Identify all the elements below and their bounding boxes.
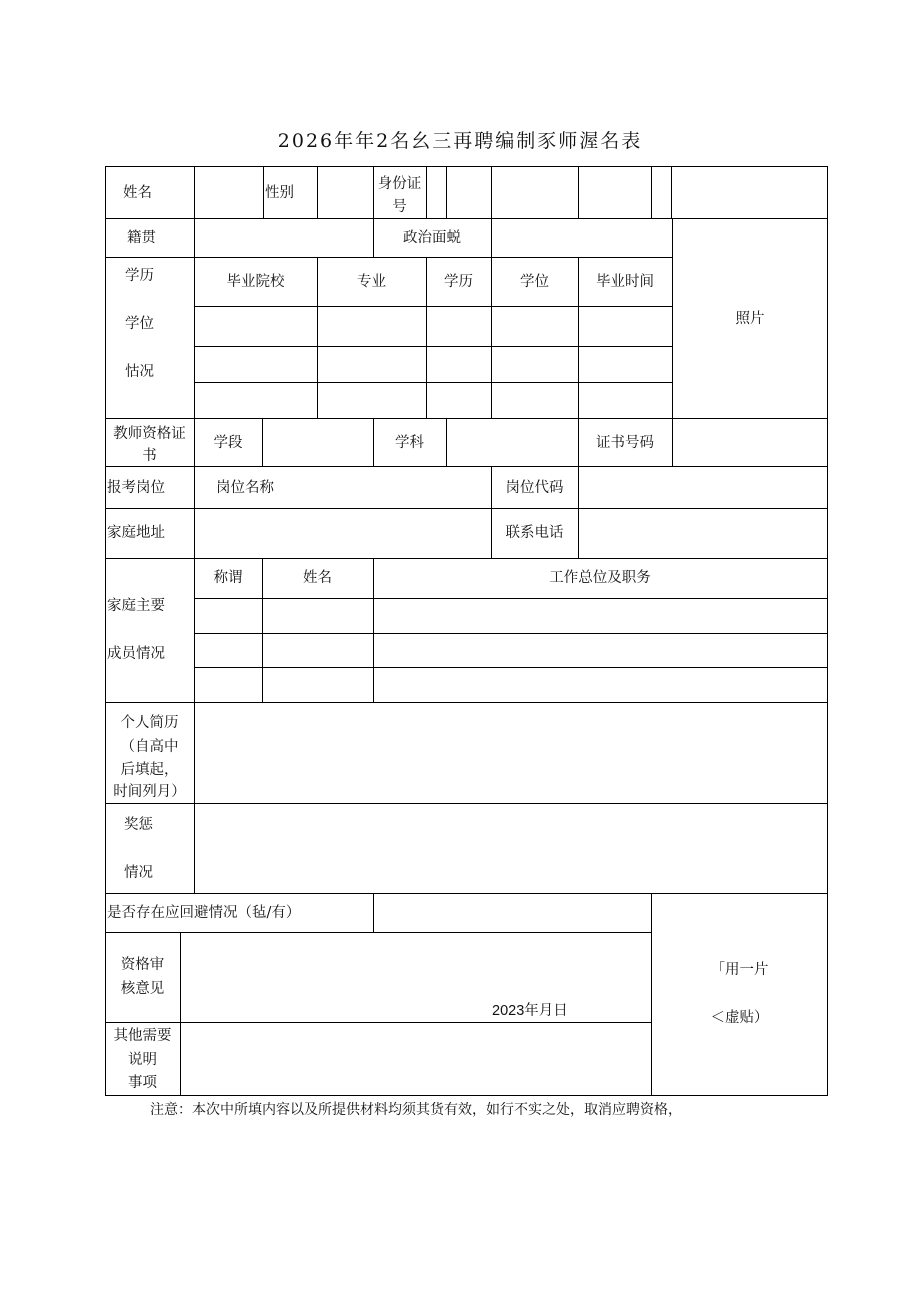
id-card-label-line1: 身份证	[377, 176, 422, 192]
rewards-label-1: 奖惩	[124, 817, 153, 833]
teacher-cert-label-1: 教师资格证	[113, 426, 186, 442]
table-rule-line	[105, 1095, 828, 1096]
table-rule-line	[194, 667, 828, 668]
table-rule-line	[491, 166, 492, 218]
table-rule-line	[105, 508, 828, 509]
family-label-2: 成员情况	[107, 646, 165, 662]
table-rule-line	[672, 418, 673, 466]
teacher-cert-label-2: 书	[142, 448, 157, 464]
stamp-label-2: ＜虚贴）	[710, 1010, 769, 1026]
registration-form-table	[105, 166, 828, 1096]
avoidance-label: 是否存在应回避情况（毡/有）	[107, 905, 301, 921]
apply-post-label: 报考岗位	[107, 480, 165, 496]
table-rule-line	[180, 932, 181, 1096]
post-code-label: 岗位代码	[505, 480, 564, 496]
other-label-1: 其他需要	[113, 1028, 172, 1044]
table-rule-line	[194, 306, 672, 307]
table-rule-line	[105, 1022, 651, 1023]
resume-label-3: 后填起，	[120, 762, 179, 778]
edu-header-degree: 学位	[520, 274, 549, 290]
table-rule-line	[373, 893, 374, 932]
table-rule-line	[194, 218, 195, 257]
table-rule-line	[105, 803, 828, 804]
resume-label-4: 时间列月）	[113, 784, 186, 800]
stage-label: 学段	[213, 435, 243, 451]
education-label-3: 怙况	[125, 364, 154, 380]
rewards-label-2: 情况	[124, 865, 153, 881]
table-rule-line	[194, 702, 195, 893]
review-label-2: 核意见	[120, 981, 165, 997]
table-rule-line	[262, 418, 263, 466]
table-rule-line	[105, 257, 672, 258]
table-rule-line	[578, 166, 579, 218]
table-rule-line	[105, 166, 828, 167]
education-label-1: 学历	[125, 268, 154, 284]
family-label-1: 家庭主要	[107, 598, 165, 614]
table-rule-line	[194, 466, 195, 558]
table-rule-line	[491, 218, 492, 257]
table-rule-line	[671, 166, 672, 218]
table-rule-line	[194, 346, 672, 347]
phone-label: 联系电话	[505, 525, 564, 541]
table-rule-line	[194, 598, 828, 599]
table-rule-line	[426, 166, 427, 218]
table-rule-line	[105, 558, 828, 559]
footer-note: 注意：本次中所填内容以及所提供材料均须其货有效，如行不实之处，取消应聘资格，	[150, 1102, 682, 1118]
table-rule-line	[105, 466, 828, 467]
stamp-label-1: 「用一片	[710, 962, 769, 978]
table-rule-line	[105, 418, 828, 419]
edu-header-major: 专业	[357, 274, 386, 290]
review-label-1: 资格审	[120, 957, 165, 973]
name-label: 姓名	[123, 185, 152, 201]
family-header-work: 工作总位及职务	[549, 570, 651, 586]
form-title: 2026年年2名幺三再聘编制豕师渥名表	[277, 130, 643, 152]
table-rule-line	[651, 166, 652, 218]
resume-label-2: （自高中	[120, 739, 179, 755]
cert-no-label: 证书号码	[596, 435, 654, 451]
id-card-label-line2: 号	[392, 199, 407, 215]
table-rule-line	[827, 166, 828, 1096]
table-rule-line	[105, 218, 828, 219]
table-rule-line	[194, 382, 672, 383]
table-rule-line	[446, 418, 447, 466]
gender-label: 性别	[265, 185, 294, 201]
subject-label: 学科	[395, 435, 424, 451]
table-rule-line	[105, 932, 651, 933]
table-rule-line	[651, 893, 652, 1096]
table-rule-line	[194, 633, 828, 634]
table-rule-line	[105, 702, 828, 703]
review-date: 2023年月日	[492, 1003, 568, 1019]
family-header-name: 姓名	[303, 570, 332, 586]
post-name-label: 岗位名称	[216, 480, 274, 496]
table-rule-line	[446, 166, 447, 218]
edu-header-school: 毕业院校	[226, 274, 285, 290]
edu-header-grad-time: 毕业时间	[596, 274, 654, 290]
edu-header-education: 学历	[444, 274, 473, 290]
family-header-relation: 称谓	[213, 570, 243, 586]
table-rule-line	[194, 166, 195, 218]
education-label-2: 学位	[125, 316, 154, 332]
table-rule-line	[263, 166, 264, 218]
native-place-label: 籍贯	[127, 230, 156, 246]
other-label-3: 事项	[128, 1075, 157, 1091]
table-rule-line	[105, 893, 828, 894]
political-status-label: 政治面蜕	[403, 230, 461, 246]
table-rule-line	[317, 166, 318, 218]
table-rule-line	[578, 466, 579, 558]
home-address-label: 家庭地址	[107, 525, 165, 541]
other-label-2: 说明	[128, 1052, 157, 1068]
photo-label: 照片	[735, 311, 765, 327]
resume-label-1: 个人简历	[120, 715, 179, 731]
